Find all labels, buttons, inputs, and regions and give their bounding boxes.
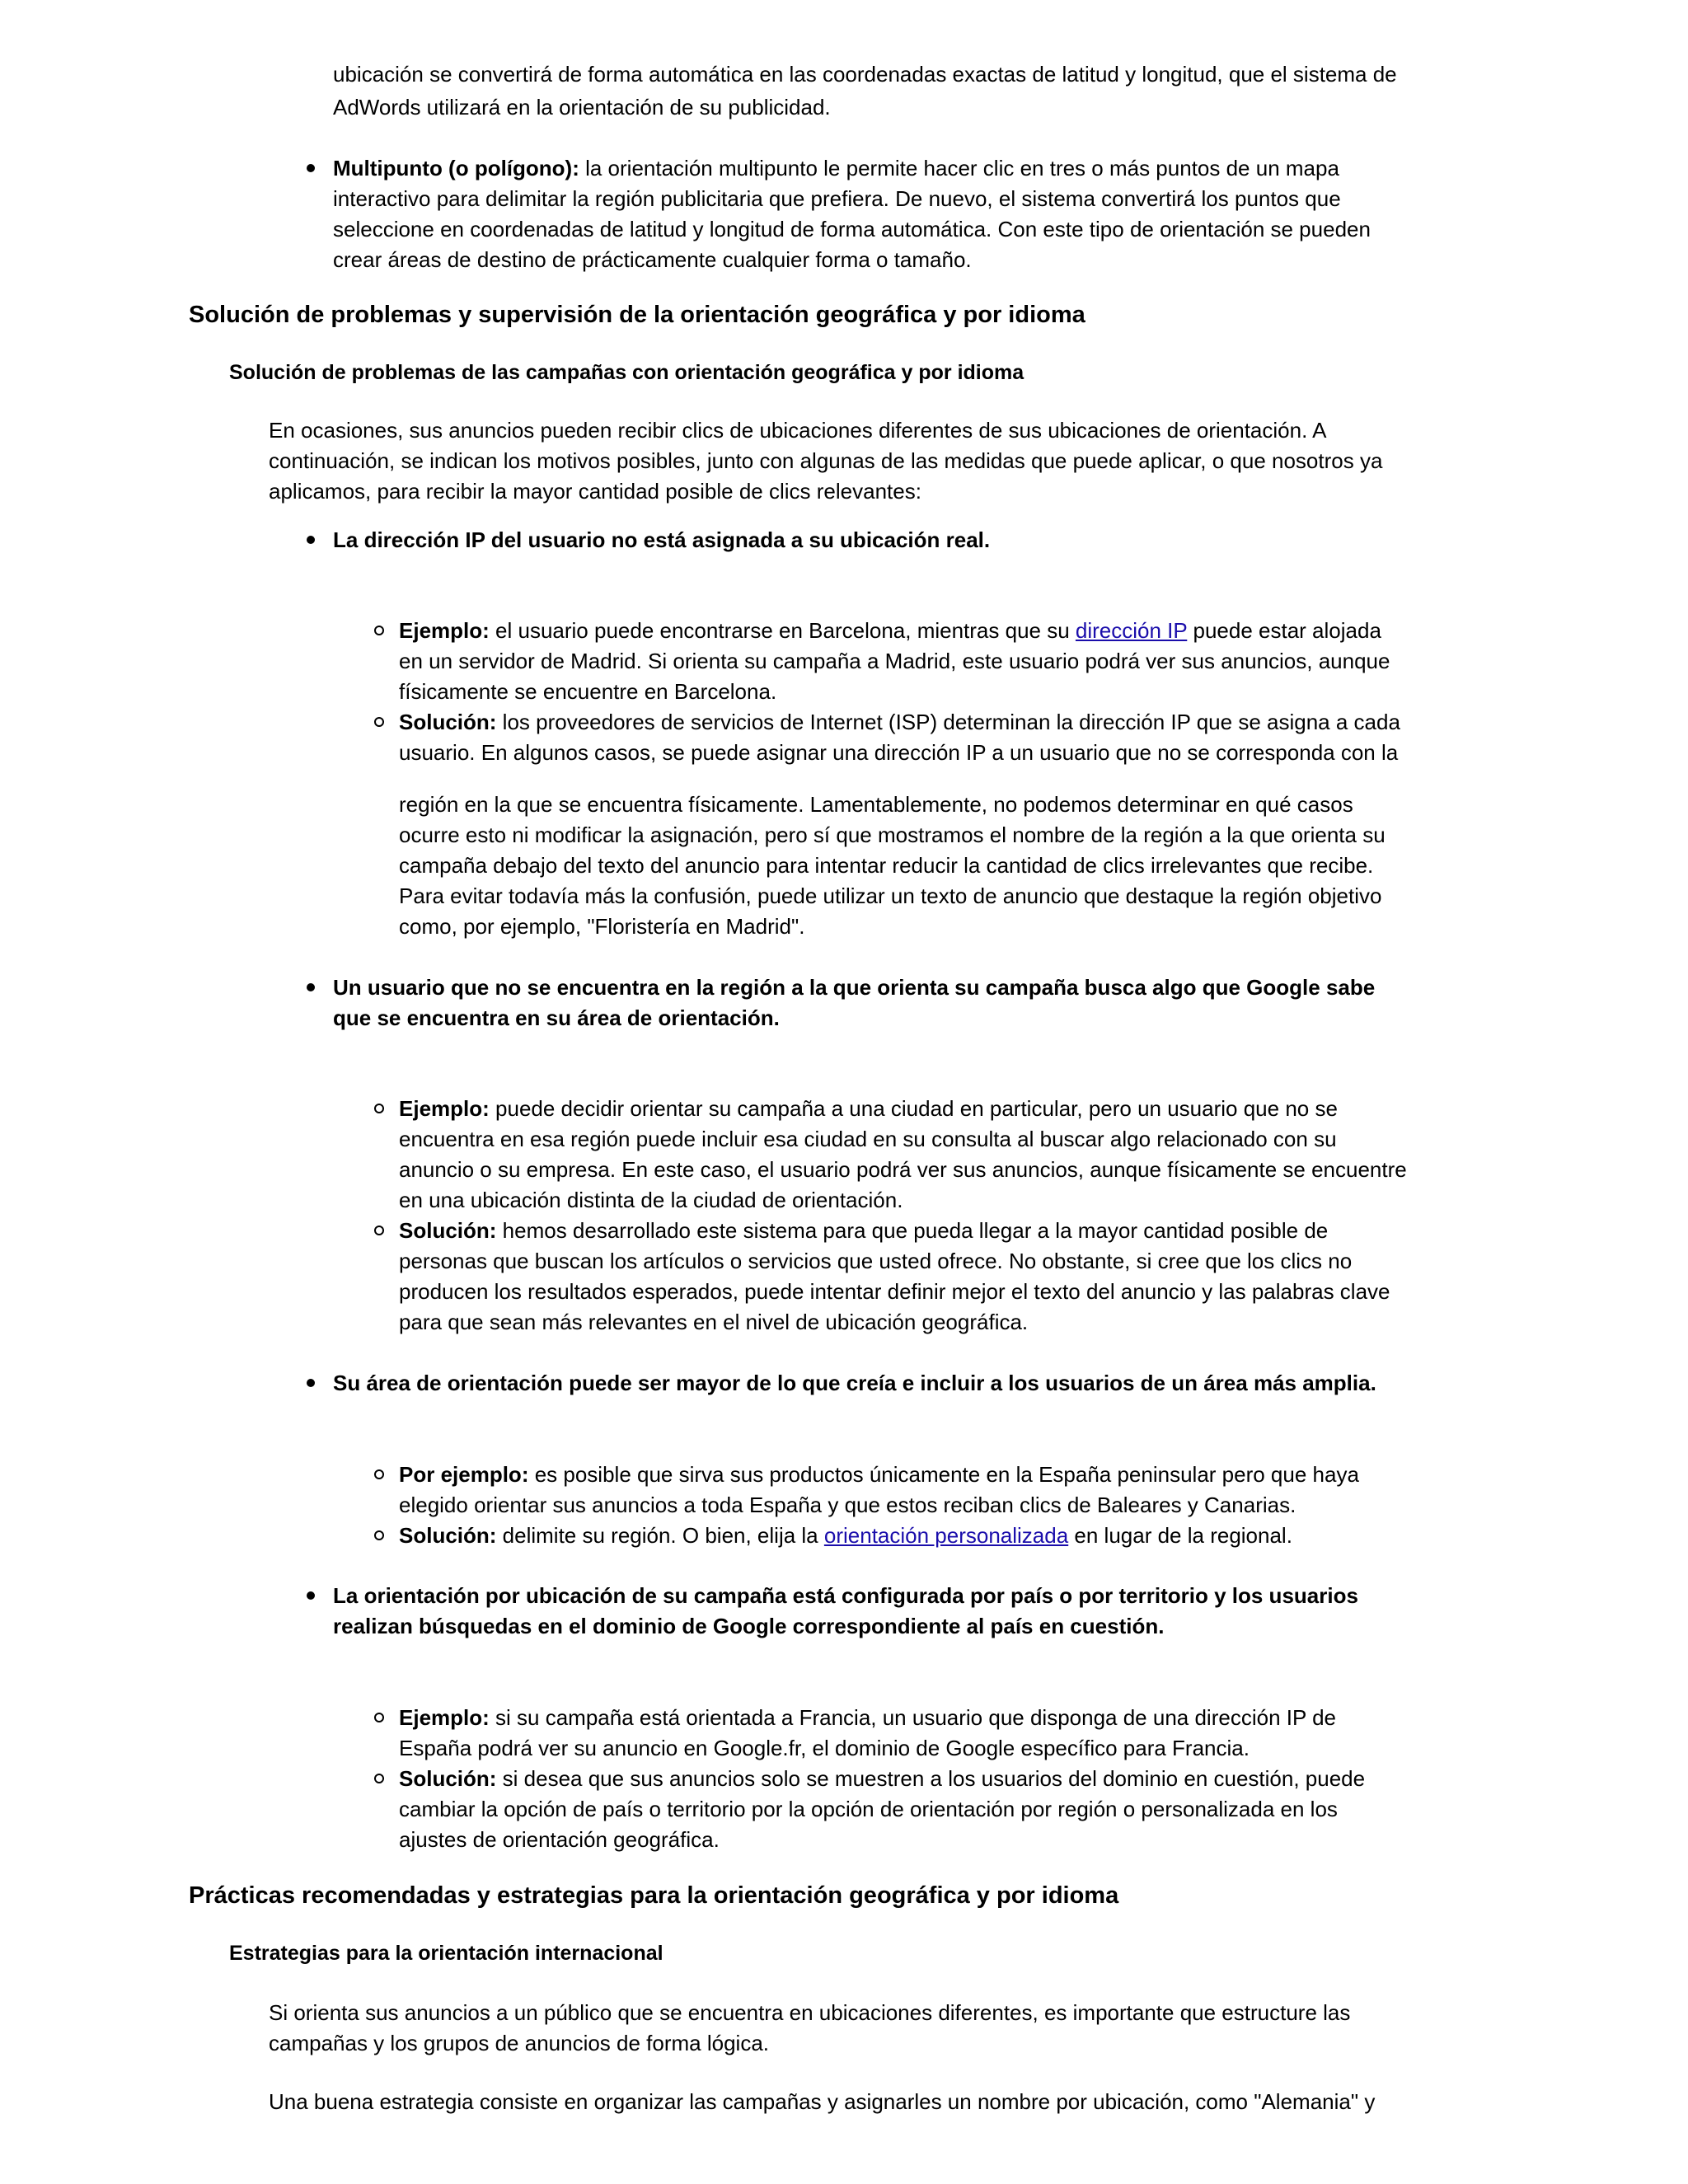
issue-1-example — [399, 616, 1409, 707]
issue-3-example-label: Por ejemplo: — [399, 1462, 529, 1487]
issue-1-example-label: Ejemplo: — [399, 618, 490, 643]
issue-1-solution — [399, 707, 1409, 768]
custom-targeting-link[interactable]: orientación personalizada — [823, 1523, 1069, 1548]
issue-3-solution-text-b: en lugar de la regional. — [1068, 1523, 1292, 1548]
issue-4-example — [399, 1703, 1409, 1764]
issue-2-solution-label: Solución: — [399, 1218, 497, 1243]
international-para-2: Una buena estrategia consiste en organizar las campañas y asignarles un nombre por ubicación, como "Alemania" y — [269, 2089, 1376, 2114]
issue-2-example — [399, 1094, 1409, 1216]
multipunto-text: la orientación multipunto le permite hacer clic en tres o más puntos de un mapa interactivo para delimitar la región publicitaria que prefiera. De nuevo, el sistema convertirá los puntos que seleccione en coordenadas de latitud y longitud de forma automática. Con este tipo de orientación se pueden crear áreas de destino de prácticamente cualquier forma o tamaño. — [333, 156, 1371, 272]
subheading-troubleshooting: Solución de problemas de las campañas con orientación geográfica y por idioma — [229, 361, 1025, 384]
issue-1-example-text-b: puede estar alojada en un servidor de Madrid. Si orienta su campaña a Madrid, este usuario podrá ver sus anuncios, aunque físicamente se encuentre en Barcelona. — [399, 618, 1390, 704]
issue-4-solution-label: Solución: — [399, 1766, 497, 1791]
section-heading-troubleshooting: Solución de problemas y supervisión de la orientación geográfica y por idioma — [189, 302, 1085, 328]
troubleshooting-intro: En ocasiones, sus anuncios pueden recibir clics de ubicaciones diferentes de sus ubicaciones de orientación. A continuación, se indican los motivos posibles, junto con algunas de las medidas que puede aplicar, o que nosotros ya aplicamos, para recibir la mayor cantidad posible de clics relevantes: — [269, 418, 1383, 504]
bullet-multipunto — [333, 153, 1404, 275]
issue-4-example-label: Ejemplo: — [399, 1705, 490, 1730]
issue-1-example-text-a: el usuario puede encontrarse en Barcelona, mientras que su — [489, 618, 1076, 643]
issue-4-solution-text: si desea que sus anuncios solo se muestren a los usuarios del dominio en cuestión, puede cambiar la opción de país o territorio por la opción de orientación por región o personalizada en los ajustes de orientación geográfica. — [399, 1766, 1366, 1852]
intro-line-1: ubicación se convertirá de forma automática en las coordenadas exactas de latitud y longitud, que el sistema de — [333, 62, 1397, 87]
issue-4-example-text: si su campaña está orientada a Francia, un usuario que disponga de una dirección IP de España podrá ver su anuncio en Google.fr, el dominio de Google específico para Francia. — [399, 1705, 1336, 1760]
issue-3-title: Su área de orientación puede ser mayor de lo que creía e incluir a los usuarios de un área más amplia. — [333, 1368, 1404, 1399]
ip-address-link[interactable]: dirección IP — [1075, 618, 1188, 643]
issue-4-title: La orientación por ubicación de su campaña está configurada por país o por territorio y los usuarios realizan búsquedas en el dominio de Google correspondiente al país en cuestión. — [333, 1581, 1404, 1642]
issue-1-solution-label: Solución: — [399, 710, 497, 734]
issue-2-solution-text: hemos desarrollado este sistema para que pueda llegar a la mayor cantidad posible de personas que buscan los artículos o servicios que usted ofrece. No obstante, si cree que los clics no producen los resultados esperados, puede intentar definir mejor el texto del anuncio y las palabras clave para que sean más relevantes en el nivel de ubicación geográfica. — [399, 1218, 1390, 1334]
issue-1-solution-continued: región en la que se encuentra físicamente. Lamentablemente, no podemos determinar en qué casos ocurre esto ni modificar la asignación, pero sí que mostramos el nombre de la región a la que orienta su campaña debajo del texto del anuncio para intentar reducir la cantidad de clics irrelevantes que recibe. Para evitar todavía más la confusión, puede utilizar un texto de anuncio que destaque la región objetivo como, por ejemplo, "Floristería en Madrid". — [399, 792, 1386, 939]
issue-2-example-text: puede decidir orientar su campaña a una ciudad en particular, pero un usuario que no se encuentra en esa región puede incluir esa ciudad en su consulta al buscar algo relacionado con su anuncio o su empresa. En este caso, el usuario podrá ver sus anuncios, aunque físicamente se encuentre en una ubicación distinta de la ciudad de orientación. — [399, 1096, 1407, 1212]
intro-line-2: AdWords utilizará en la orientación de su publicidad. — [333, 95, 831, 120]
issue-4-solution — [399, 1764, 1409, 1855]
multipunto-label: Multipunto (o polígono): — [333, 156, 579, 180]
section-heading-best-practices: Prácticas recomendadas y estrategias para la orientación geográfica y por idioma — [189, 1882, 1119, 1909]
subheading-international: Estrategias para la orientación internacional — [229, 1942, 663, 1965]
issue-2-solution — [399, 1216, 1409, 1338]
top-clipped-region — [0, 0, 1688, 87]
issue-1-title: La dirección IP del usuario no está asignada a su ubicación real. — [333, 525, 1404, 555]
issue-3-solution-label: Solución: — [399, 1523, 497, 1548]
bottom-clipped-region — [0, 2085, 1688, 2114]
issue-1-solution-text-a: los proveedores de servicios de Internet (ISP) determinan la dirección IP que se asigna a cada usuario. En algunos casos, se puede asignar una dirección IP a un usuario que no se corresponda con la — [399, 710, 1400, 765]
issue-3-example — [399, 1460, 1409, 1521]
issue-2-title: Un usuario que no se encuentra en la región a la que orienta su campaña busca algo que Google sabe que se encuentra en su área de orientación. — [333, 972, 1404, 1033]
issue-3-solution — [399, 1521, 1409, 1551]
issue-3-example-text: es posible que sirva sus productos únicamente en la España peninsular pero que haya elegido orientar sus anuncios a toda España y que estos reciban clics de Baleares y Canarias. — [399, 1462, 1359, 1517]
international-para-1: Si orienta sus anuncios a un público que se encuentra en ubicaciones diferentes, es importante que estructure las campañas y los grupos de anuncios de forma lógica. — [269, 2000, 1351, 2055]
issue-3-solution-text-a: delimite su región. O bien, elija la — [496, 1523, 824, 1548]
issue-2-example-label: Ejemplo: — [399, 1096, 490, 1121]
